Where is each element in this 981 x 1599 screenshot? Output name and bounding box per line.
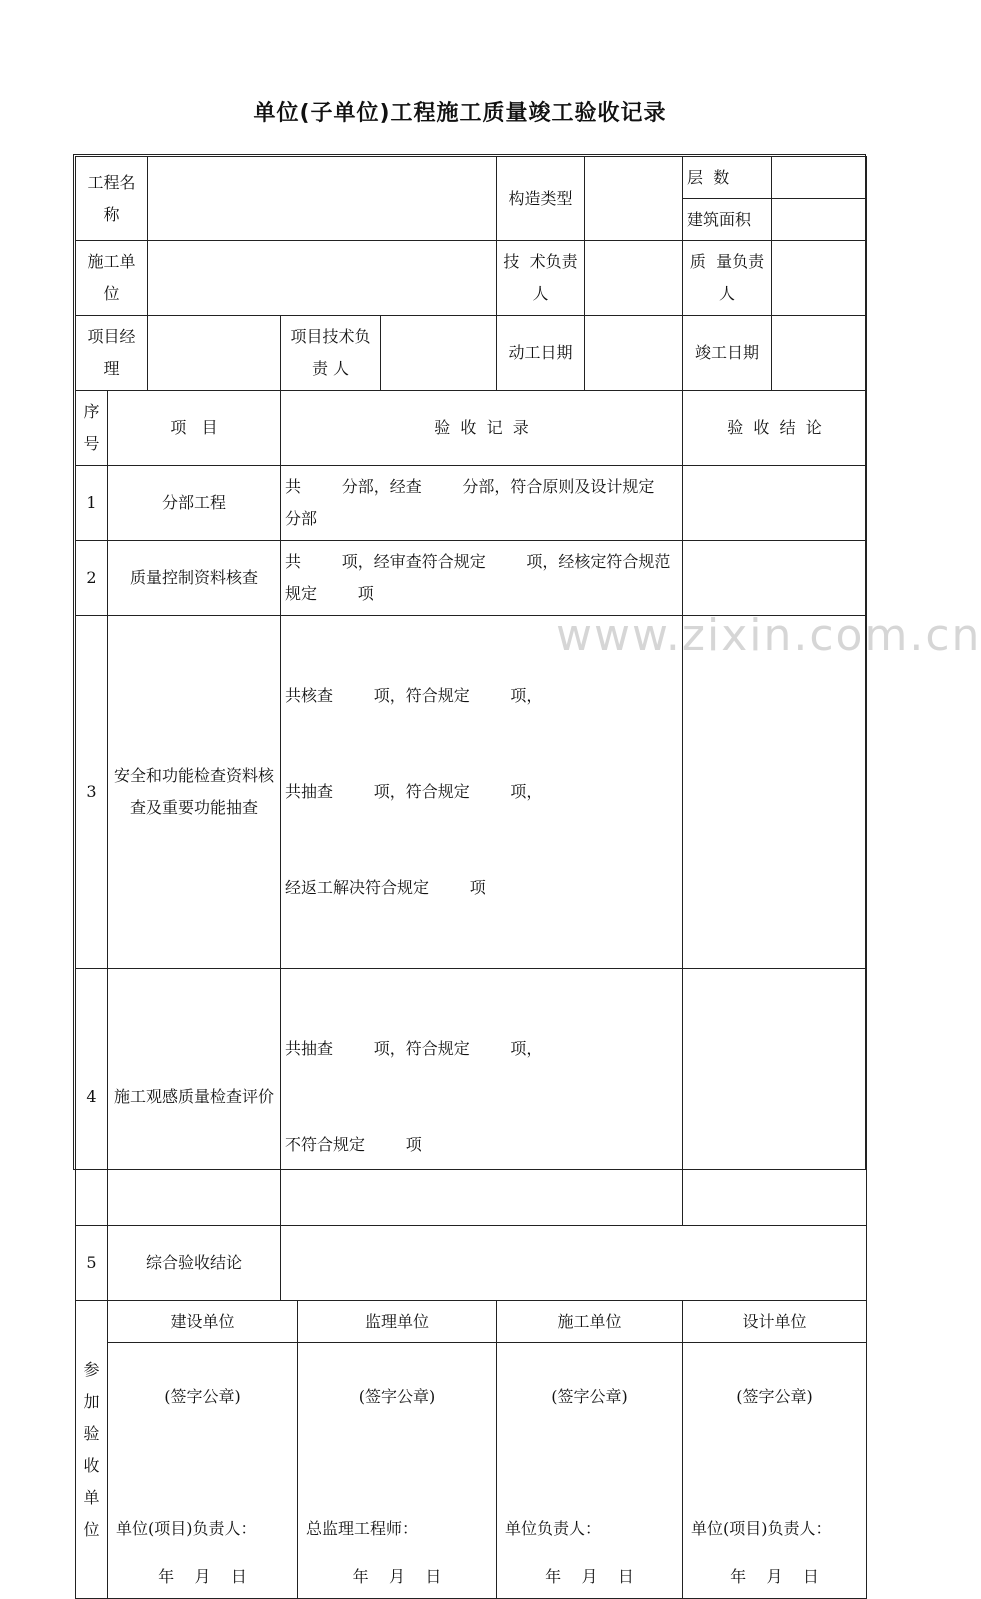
row-number: 2 [76, 541, 108, 616]
header-seq: 序号 [76, 391, 108, 466]
signature-cell[interactable] [683, 1343, 867, 1599]
row-number: 3 [76, 616, 108, 969]
acceptance-table [75, 156, 867, 1599]
field-start-date[interactable] [585, 316, 683, 391]
date-line: 年 月 日 [730, 1567, 819, 1586]
label-project-manager: 项目经理 [76, 316, 148, 391]
record-line: 共抽查 项，符合规定 项， [285, 1039, 543, 1058]
label-start-date: 动工日期 [497, 316, 585, 391]
row-record [281, 969, 683, 1226]
seal-text: (签字公章) [164, 1387, 241, 1406]
signature-cell[interactable] [497, 1343, 683, 1599]
row-number: 4 [76, 969, 108, 1226]
signer-label: 总监理工程师： [306, 1519, 419, 1538]
label-quality-lead: 质 量负责人 [683, 241, 772, 316]
signer-label: 单位负责人： [505, 1519, 602, 1538]
signer-label: 单位(项目)负责人： [116, 1519, 257, 1538]
date-line: 年 月 日 [545, 1567, 634, 1586]
header-conclusion: 验 收 结 论 [683, 391, 867, 466]
field-construction-unit[interactable] [148, 241, 497, 316]
field-project-name[interactable] [148, 157, 497, 241]
unit-name: 监理单位 [298, 1301, 497, 1343]
row-conclusion[interactable] [683, 969, 867, 1226]
row-number: 5 [76, 1226, 108, 1301]
label-structure-type: 构造类型 [497, 157, 585, 241]
field-project-manager[interactable] [148, 316, 281, 391]
label-project-name: 工程名称 [76, 157, 148, 241]
field-quality-lead[interactable] [772, 241, 867, 316]
signer-label: 单位(项目)负责人： [691, 1519, 832, 1538]
row-conclusion[interactable] [683, 541, 867, 616]
row-record: 共 分部，经查 分部，符合原则及设计规定 分部 [281, 466, 683, 541]
record-line: 不符合规定 项 [285, 1135, 422, 1154]
label-floors: 层 数 [683, 157, 772, 199]
row-item: 施工观感质量检查评价 [108, 969, 281, 1226]
participants-label: 参加验收单位 [76, 1301, 108, 1599]
field-building-area[interactable] [772, 199, 867, 241]
record-line: 共抽查 项，符合规定 项， [285, 782, 543, 801]
seal-text: (签字公章) [358, 1387, 436, 1406]
row-item: 质量控制资料核查 [108, 541, 281, 616]
field-tech-lead[interactable] [585, 241, 683, 316]
record-line: 共核查 项，符合规定 项， [285, 686, 543, 705]
unit-name: 设计单位 [683, 1301, 867, 1343]
label-tech-lead: 技 术负责人 [497, 241, 585, 316]
seal-text: (签字公章) [736, 1387, 813, 1406]
seal-text: (签字公章) [551, 1387, 628, 1406]
row-conclusion[interactable] [683, 616, 867, 969]
row-item: 安全和功能检查资料核查及重要功能抽查 [108, 616, 281, 969]
row-item: 综合验收结论 [108, 1226, 281, 1301]
row-record: 共 项，经审查符合规定 项，经核定符合规范规定 项 [281, 541, 683, 616]
date-line: 年 月 日 [352, 1567, 442, 1586]
record-line: 经返工解决符合规定 项 [285, 878, 486, 897]
row-conclusion[interactable] [683, 466, 867, 541]
field-completion-date[interactable] [772, 316, 867, 391]
label-project-tech-lead: 项目技术负 责 人 [281, 316, 381, 391]
unit-name: 施工单位 [497, 1301, 683, 1343]
signature-cell[interactable] [298, 1343, 497, 1599]
unit-name: 建设单位 [108, 1301, 298, 1343]
signature-cell[interactable] [108, 1343, 298, 1599]
header-item: 项 目 [108, 391, 281, 466]
label-construction-unit: 施工单位 [76, 241, 148, 316]
field-floors[interactable] [772, 157, 867, 199]
page-title: 单位(子单位)工程施工质量竣工验收记录 [253, 101, 667, 126]
label-building-area: 建筑面积 [683, 199, 772, 241]
row-item: 分部工程 [108, 466, 281, 541]
row-record [281, 616, 683, 969]
overall-conclusion-field[interactable] [281, 1226, 867, 1301]
label-completion-date: 竣工日期 [683, 316, 772, 391]
row-number: 1 [76, 466, 108, 541]
date-line: 年 月 日 [158, 1567, 247, 1586]
watermark: www.zixin.com.cn [556, 610, 981, 661]
header-record: 验 收 记 录 [281, 391, 683, 466]
field-project-tech-lead[interactable] [381, 316, 497, 391]
field-structure-type[interactable] [585, 157, 683, 241]
